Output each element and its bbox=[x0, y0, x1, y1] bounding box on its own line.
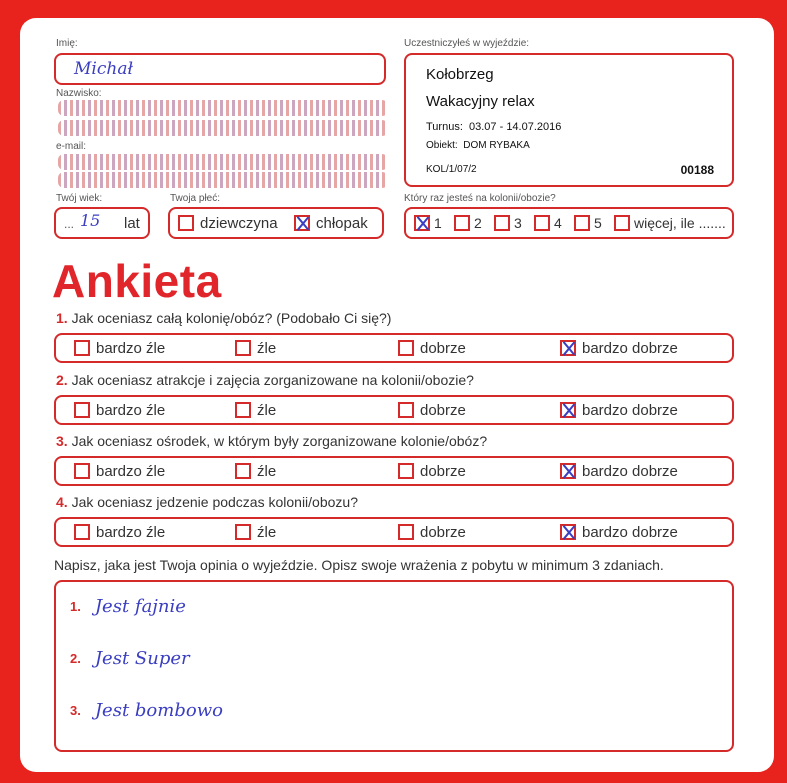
trip-turnus: Turnus: 03.07 - 14.07.2016 bbox=[426, 121, 562, 133]
rating-row-3 bbox=[54, 456, 734, 486]
email-label: e-mail: bbox=[56, 141, 87, 152]
survey-title: Ankieta bbox=[52, 255, 222, 307]
rating-row-2 bbox=[54, 395, 734, 425]
question-4: 4. Jak oceniasz jedzenie podczas kolonii/obozu? bbox=[56, 494, 358, 510]
checkbox[interactable] bbox=[494, 215, 510, 231]
name-value: Michał bbox=[74, 59, 133, 79]
gender-option-female[interactable]: dziewczyna bbox=[178, 209, 278, 237]
rating-option[interactable]: bardzo dobrze bbox=[560, 397, 678, 423]
checkbox-checked[interactable] bbox=[560, 340, 576, 356]
trip-card bbox=[404, 53, 734, 187]
rating-row-1 bbox=[54, 333, 734, 363]
checkbox[interactable] bbox=[398, 463, 414, 479]
opinion-box[interactable] bbox=[54, 580, 734, 752]
rating-option[interactable]: źle bbox=[235, 397, 276, 423]
rating-option[interactable]: bardzo źle bbox=[74, 519, 165, 545]
checkbox[interactable] bbox=[574, 215, 590, 231]
trip-number: 00188 bbox=[680, 163, 714, 177]
checkbox[interactable] bbox=[74, 463, 90, 479]
rating-option[interactable]: bardzo dobrze bbox=[560, 458, 678, 484]
times-option-5[interactable]: 5 bbox=[574, 209, 602, 237]
rating-option[interactable]: dobrze bbox=[398, 519, 466, 545]
gender-field bbox=[168, 207, 384, 239]
opinion-prompt: Napisz, jaka jest Twoja opinia o wyjeździe. Opisz swoje wrażenia z pobytu w minimum 3 zdaniach. bbox=[54, 557, 664, 573]
age-unit: lat bbox=[124, 215, 140, 232]
rating-option[interactable]: dobrze bbox=[398, 335, 466, 361]
rating-option[interactable]: dobrze bbox=[398, 458, 466, 484]
question-1: 1. Jak oceniasz całą kolonię/obóz? (Podobało Ci się?) bbox=[56, 310, 392, 326]
age-dots: ... bbox=[64, 217, 75, 231]
rating-row-4 bbox=[54, 517, 734, 547]
age-value: 15 bbox=[80, 211, 101, 230]
times-field bbox=[404, 207, 734, 239]
survey-sheet bbox=[20, 18, 774, 772]
checkbox[interactable] bbox=[614, 215, 630, 231]
trip-object: Obiekt: DOM RYBAKA bbox=[426, 140, 530, 151]
checkbox-checked[interactable] bbox=[560, 402, 576, 418]
trip-name: Wakacyjny relax bbox=[426, 93, 535, 110]
surname-redacted bbox=[58, 120, 388, 136]
checkbox-checked[interactable] bbox=[414, 215, 430, 231]
rating-option[interactable]: bardzo dobrze bbox=[560, 335, 678, 361]
rating-option[interactable]: źle bbox=[235, 335, 276, 361]
rating-option[interactable]: dobrze bbox=[398, 397, 466, 423]
rating-option[interactable]: bardzo źle bbox=[74, 335, 165, 361]
age-label: Twój wiek: bbox=[56, 193, 103, 204]
participation-label: Uczestniczyłeś w wyjeździe: bbox=[404, 38, 530, 49]
checkbox[interactable] bbox=[235, 524, 251, 540]
checkbox[interactable] bbox=[398, 524, 414, 540]
times-option-1[interactable]: 1 bbox=[414, 209, 442, 237]
age-field[interactable] bbox=[54, 207, 150, 239]
gender-label: Twoja płeć: bbox=[170, 193, 221, 204]
times-option-2[interactable]: 2 bbox=[454, 209, 482, 237]
checkbox[interactable] bbox=[74, 524, 90, 540]
rating-option[interactable]: źle bbox=[235, 519, 276, 545]
opinion-line-3: 3. Jest bombowo bbox=[70, 700, 223, 721]
email-redacted bbox=[58, 154, 388, 170]
question-2: 2. Jak oceniasz atrakcje i zajęcia zorganizowane na kolonii/obozie? bbox=[56, 372, 474, 388]
times-option-more[interactable]: więcej, ile ....... bbox=[614, 209, 726, 237]
checkbox[interactable] bbox=[454, 215, 470, 231]
gender-option-male[interactable]: chłopak bbox=[294, 209, 368, 237]
times-label: Który raz jesteś na kolonii/obozie? bbox=[404, 193, 556, 204]
checkbox-checked[interactable] bbox=[560, 524, 576, 540]
name-field[interactable] bbox=[54, 53, 386, 85]
question-3: 3. Jak oceniasz ośrodek, w którym były zorganizowane kolonie/obóz? bbox=[56, 433, 488, 449]
checkbox[interactable] bbox=[398, 402, 414, 418]
checkbox[interactable] bbox=[235, 402, 251, 418]
checkbox[interactable] bbox=[178, 215, 194, 231]
rating-option[interactable]: źle bbox=[235, 458, 276, 484]
checkbox[interactable] bbox=[235, 340, 251, 356]
name-label: Imię: bbox=[56, 38, 78, 49]
times-option-4[interactable]: 4 bbox=[534, 209, 562, 237]
rating-option[interactable]: bardzo źle bbox=[74, 397, 165, 423]
checkbox[interactable] bbox=[74, 402, 90, 418]
surname-label: Nazwisko: bbox=[56, 88, 102, 99]
checkbox-checked[interactable] bbox=[294, 215, 310, 231]
checkbox-checked[interactable] bbox=[560, 463, 576, 479]
opinion-line-1: 1. Jest fajnie bbox=[70, 596, 186, 617]
surname-redacted bbox=[58, 100, 388, 116]
trip-code: KOL/1/07/2 bbox=[426, 164, 477, 175]
checkbox[interactable] bbox=[398, 340, 414, 356]
rating-option[interactable]: bardzo źle bbox=[74, 458, 165, 484]
email-redacted bbox=[58, 172, 388, 188]
trip-city: Kołobrzeg bbox=[426, 66, 494, 83]
checkbox[interactable] bbox=[235, 463, 251, 479]
rating-option[interactable]: bardzo dobrze bbox=[560, 519, 678, 545]
checkbox[interactable] bbox=[534, 215, 550, 231]
opinion-line-2: 2. Jest Super bbox=[70, 648, 190, 669]
times-option-3[interactable]: 3 bbox=[494, 209, 522, 237]
checkbox[interactable] bbox=[74, 340, 90, 356]
